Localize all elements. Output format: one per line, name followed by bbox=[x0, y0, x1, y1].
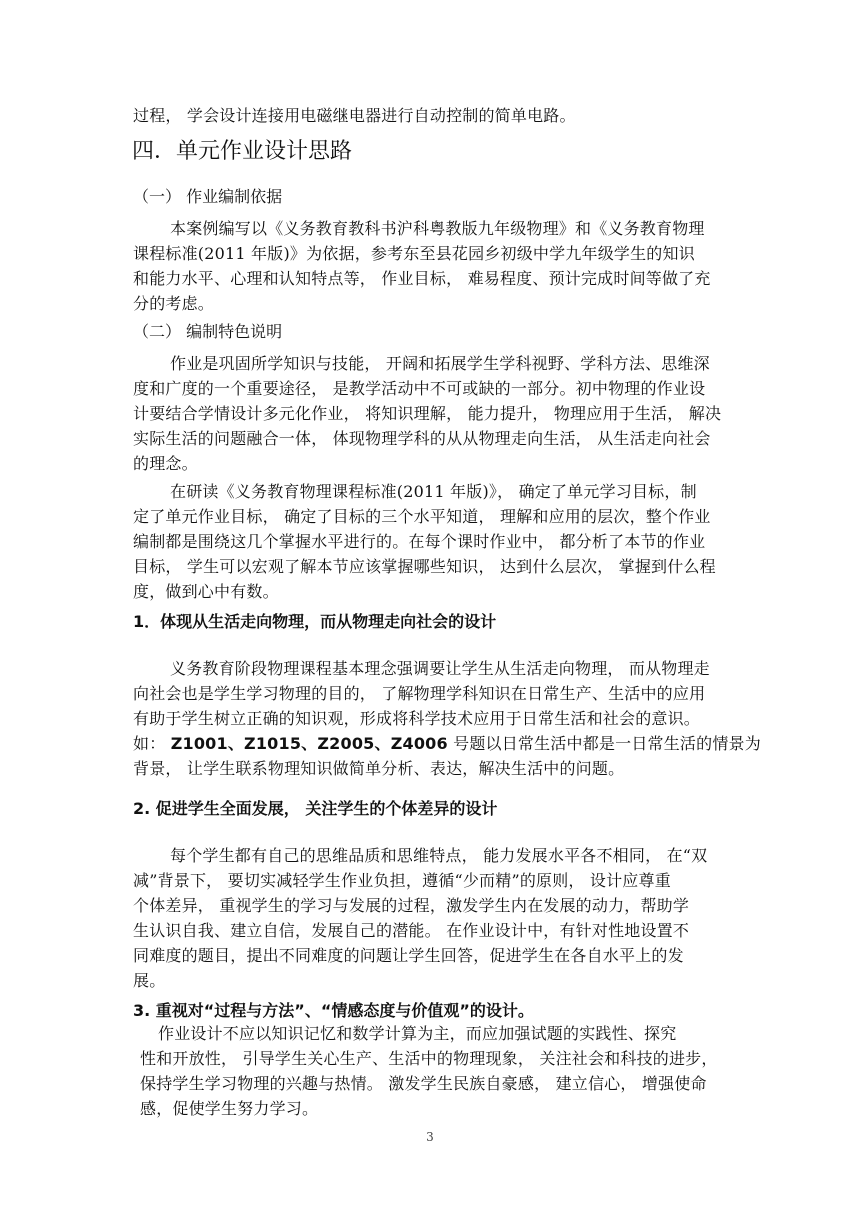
paragraph-line: 同难度的题目，提出不同难度的问题让学生回答，促进学生在各自水平上的发 bbox=[133, 946, 684, 965]
paragraph-line: 定了单元作业目标， 确定了目标的三个水平知道， 理解和应用的层次，整个作业 bbox=[133, 507, 711, 526]
paragraph-line: 目标， 学生可以宏观了解本节应该掌握哪些知识， 达到什么层次， 掌握到什么程 bbox=[133, 557, 716, 576]
paragraph-line: 向社会也是学生学习物理的目的， 了解物理学科知识在日常生产、生活中的应用 bbox=[133, 684, 706, 703]
intro-line: 过程， 学会设计连接用电磁继电器进行自动控制的简单电路。 bbox=[133, 106, 576, 125]
paragraph-line: 个体差异， 重视学生的学习与发展的过程，激发学生内在发展的动力，帮助学 bbox=[133, 896, 690, 915]
paragraph-line: 保持学生学习物理的兴趣与热情。 激发学生民族自豪感， 建立信心， 增强使命 bbox=[140, 1074, 707, 1093]
point2-title: 2. 促进学生全面发展， 关注学生的个体差异的设计 bbox=[133, 799, 498, 818]
paragraph-line: 作业是巩固所学知识与技能， 开阔和拓展学生学科视野、学科方法、思维深 bbox=[170, 354, 710, 373]
paragraph-line: 的理念。 bbox=[133, 454, 198, 473]
paragraph-line: 和能力水平、心理和认知特点等， 作业目标， 难易程度、预计完成时间等做了充 bbox=[133, 269, 711, 288]
example-prefix: 如： bbox=[133, 734, 166, 753]
point1-title: 1．体现从生活走向物理，而从物理走向社会的设计 bbox=[133, 612, 497, 631]
paragraph-line: 在研读《义务教育物理课程标准(2011 年版)》， 确定了单元学习目标，制 bbox=[170, 482, 697, 501]
paragraph-line: 编制都是围绕这几个掌握水平进行的。在每个课时作业中， 都分析了本节的作业 bbox=[133, 532, 706, 551]
paragraph-line: 义务教育阶段物理课程基本理念强调要让学生从生活走向物理， 而从物理走 bbox=[170, 659, 710, 678]
paragraph-line: 展。 bbox=[133, 971, 166, 990]
section-title: 四．单元作业设计思路 bbox=[132, 139, 353, 164]
paragraph-line: 有助于学生树立正确的知识观，形成将科学技术应用于日常生活和社会的意识。 bbox=[133, 709, 701, 728]
point3-title: 3. 重视对“过程与方法”、“情感态度与价值观”的设计。 bbox=[133, 1001, 534, 1020]
paragraph-line: 作业设计不应以知识记忆和数学计算为主，而应加强试题的实践性、探究 bbox=[158, 1024, 677, 1043]
paragraph-line: 课程标准(2011 年版)》为依据，参考东至县花园乡初级中学九年级学生的知识 bbox=[133, 244, 695, 263]
example-suffix: 号题以日常生活中都是一日常生活的情景为 bbox=[447, 734, 761, 753]
paragraph-line: 背景， 让学生联系物理知识做简单分析、表达，解决生活中的问题。 bbox=[133, 759, 625, 778]
paragraph-line: 生认识自我、建立自信，发展自己的潜能。 在作业设计中，有针对性地设置不 bbox=[133, 921, 690, 940]
paragraph-line: 分的考虑。 bbox=[133, 294, 215, 313]
paragraph-line: 性和开放性， 引导学生关心生产、生活中的物理现象， 关注社会和科技的进步， bbox=[140, 1049, 718, 1068]
example-codes: Z1001、Z1015、Z2005、Z4006 bbox=[170, 734, 448, 753]
paragraph-line: 本案例编写以《义务教育教科书沪科粤教版九年级物理》和《义务教育物理 bbox=[170, 219, 705, 238]
page-number: 3 bbox=[426, 1130, 434, 1144]
sub2-title: （二） 编制特色说明 bbox=[133, 322, 283, 341]
paragraph-line: 减”背景下， 要切实减轻学生作业负担，遵循“少而精”的原则， 设计应尊重 bbox=[133, 871, 671, 890]
paragraph-line: 度和广度的一个重要途径， 是教学活动中不可或缺的一部分。初中物理的作业设 bbox=[133, 379, 706, 398]
paragraph-line: 每个学生都有自己的思维品质和思维特点， 能力发展水平各不相同， 在“双 bbox=[170, 846, 708, 865]
paragraph-line: 感，促使学生努力学习。 bbox=[140, 1099, 319, 1118]
paragraph-line: 实际生活的问题融合一体， 体现物理学科的从从物理走向生活， 从生活走向社会 bbox=[133, 429, 711, 448]
sub1-title: （一） 作业编制依据 bbox=[133, 187, 283, 206]
paragraph-line: 度，做到心中有数。 bbox=[133, 582, 279, 601]
paragraph-line: 计要结合学情设计多元化作业， 将知识理解， 能力提升， 物理应用于生活， 解决 bbox=[133, 404, 722, 423]
paragraph-line bbox=[133, 734, 761, 754]
